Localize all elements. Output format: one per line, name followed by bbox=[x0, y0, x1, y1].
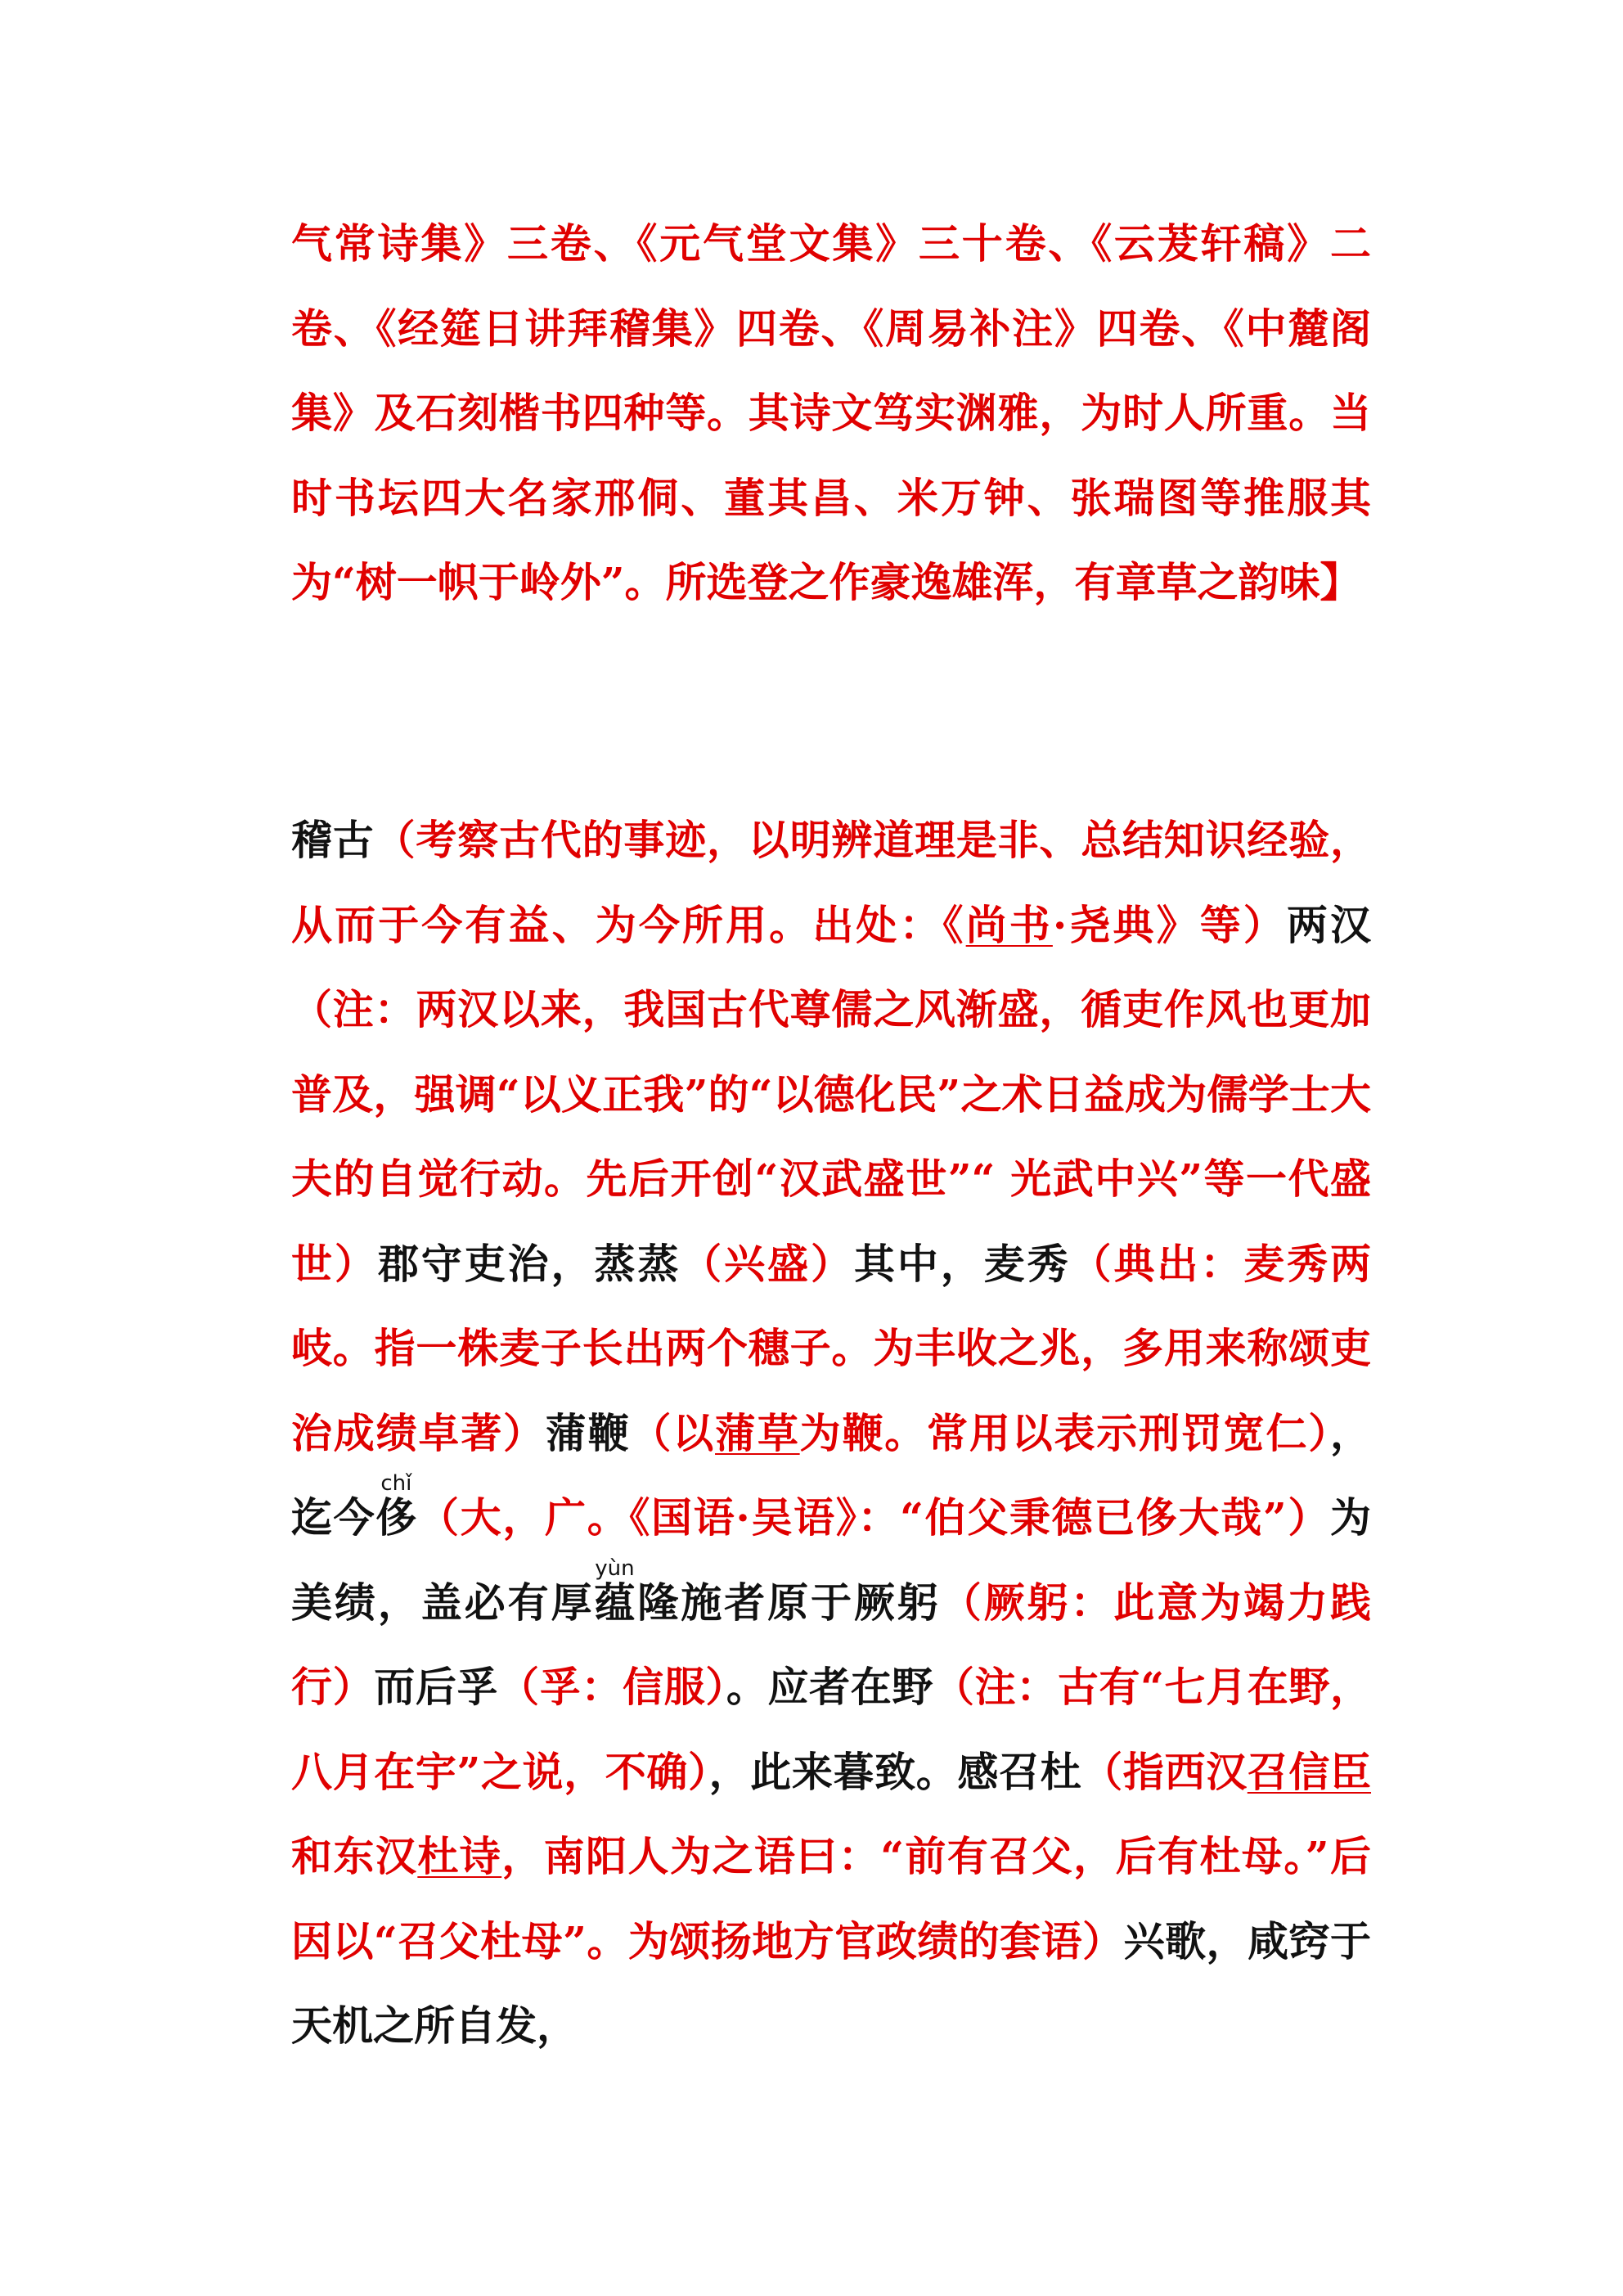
annotation: （考察古代的事迹，以明辨道理是非、总结知识经验，从而于今有益、为今所用。出处：《 bbox=[291, 816, 1372, 949]
main-text-segment: 隆施者原于厥躬 bbox=[637, 1578, 941, 1627]
main-text-segment: 稽古 bbox=[291, 816, 375, 864]
bio-annotation-paragraph bbox=[291, 201, 1371, 625]
annotation: （注：两汉以来，我国古代尊儒之风渐盛，循吏作风也更加普及，强调“以义正我”的“以德化民”之术日益成为儒学士大夫的自觉行动。先后开创“汉武盛世”“ 光武中兴”等一代盛世） bbox=[291, 985, 1371, 1288]
annotation: （厥躬：此意为竭力践行） bbox=[291, 1578, 1372, 1711]
main-text-segment: 其中，麦秀 bbox=[853, 1239, 1071, 1288]
annotation: （指西汉 bbox=[1081, 1747, 1248, 1796]
bio-annotation-text: 气常诗集》三卷、《元气堂文集》三十卷、《云茇轩稿》二卷、《经筵日讲拜稽集》四卷、《周易补注》四卷、《中麓阁集》及石刻楷书四种等。其诗文笃实渊雅，为时人所重。当时书坛四大名家邢侗、董其昌、米万钟、张瑞图等推服其为“树一帜于岭外”。所选登之作豪逸雄浑，有章草之韵味】 bbox=[291, 219, 1371, 606]
link-zhao-xinchen[interactable]: 召信臣 bbox=[1247, 1747, 1372, 1796]
link-du-shi[interactable]: 杜诗 bbox=[417, 1832, 502, 1880]
ruby-chi bbox=[375, 1471, 419, 1542]
annotation: ·尧典》等） bbox=[1052, 900, 1287, 949]
pinyin-yun: yùn bbox=[594, 1555, 636, 1581]
annotation: 和东汉 bbox=[291, 1832, 418, 1880]
main-text-segment: 而后孚 bbox=[374, 1663, 499, 1711]
main-text-segment: ，此来暮致。感召杜 bbox=[708, 1747, 1082, 1796]
annotation: ，南阳人为之语曰：“前有召父，后有杜母。”后因以“召父杜母”。为颂扬地方官政绩的套语） bbox=[291, 1832, 1372, 1965]
annotation: （大，广。《国语·吴语》：“伯父秉德已侈大哉”） bbox=[418, 1493, 1330, 1542]
link-shangshu[interactable]: 尚书 bbox=[965, 900, 1053, 949]
main-text-segment: 蒲鞭 bbox=[545, 1408, 631, 1457]
ruby-base-chi: 侈 bbox=[375, 1493, 419, 1542]
ruby-base-yun: 蕴 bbox=[594, 1578, 638, 1627]
main-text-segment: 郡守吏治，蒸蒸 bbox=[377, 1239, 681, 1288]
main-text-segment: ，迄今 bbox=[291, 1408, 1372, 1542]
annotation: 为鞭。常用以表示刑罚宽仁） bbox=[799, 1408, 1331, 1457]
annotation: （孚：信服） bbox=[498, 1663, 726, 1711]
pinyin-chi: chǐ bbox=[375, 1471, 417, 1496]
main-text-segment: 兴歌，咸窍于天机之所自发， bbox=[291, 1916, 1371, 2050]
annotation: （典出：麦秀两岐。指一株麦子长出两个穗子。为丰收之兆，多用来称颂吏治成绩卓著） bbox=[291, 1239, 1372, 1457]
annotation: （兴盛） bbox=[681, 1239, 854, 1288]
main-text-segment: 为美绩，盖必有厚 bbox=[291, 1493, 1371, 1627]
main-text-paragraph bbox=[291, 798, 1371, 2069]
annotation: （以 bbox=[630, 1408, 716, 1457]
link-pucao[interactable]: 蒲草 bbox=[715, 1408, 800, 1457]
main-text-segment: 两汉 bbox=[1286, 900, 1372, 949]
main-text-segment: 。应者在野 bbox=[726, 1663, 933, 1711]
annotation: （注：古有“七月在野，八月在宇”之说，不确） bbox=[291, 1663, 1372, 1796]
ruby-yun bbox=[594, 1555, 638, 1627]
